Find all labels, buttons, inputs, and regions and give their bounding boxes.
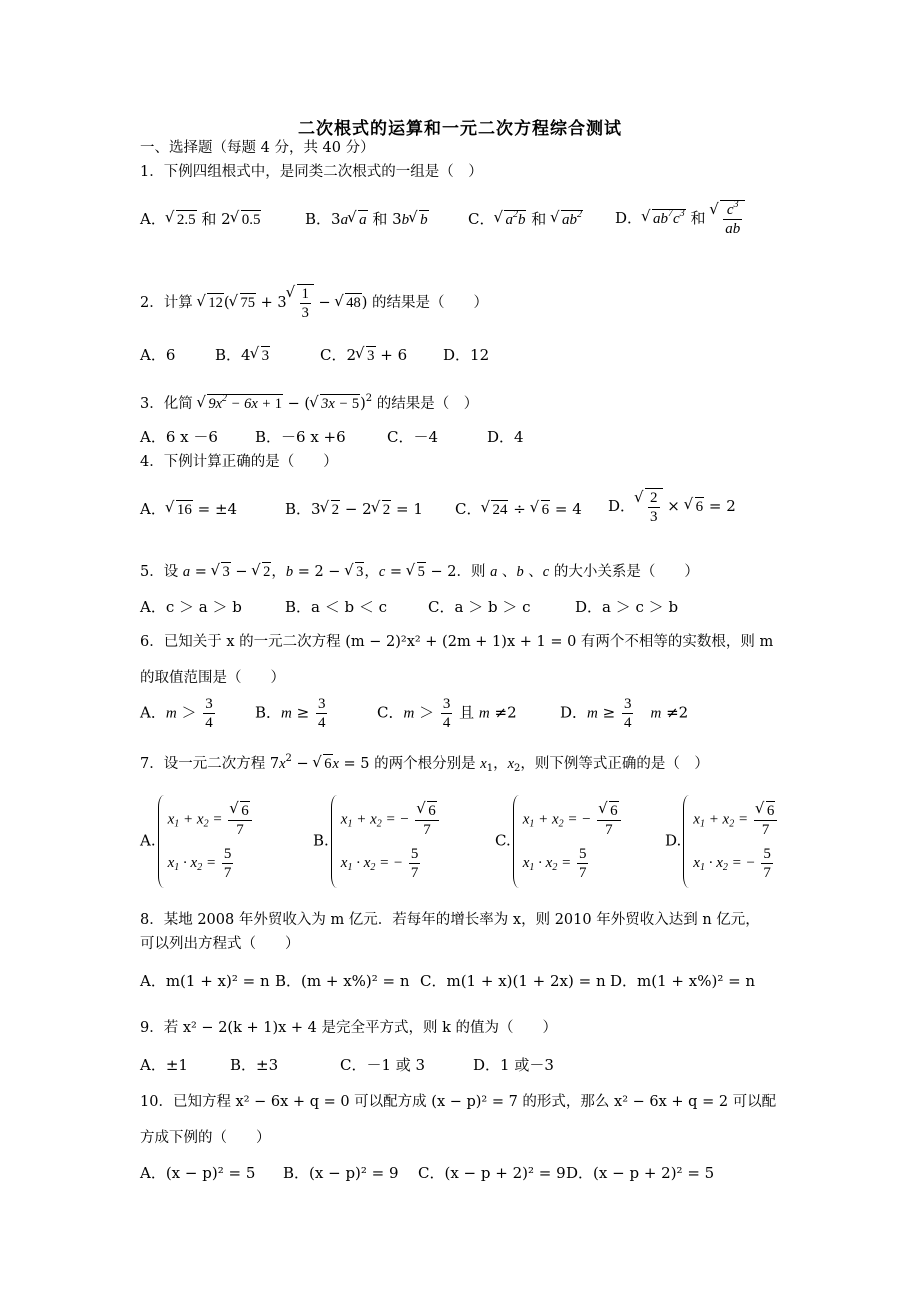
- q10-option-c: C．(x − p + 2)² = 9: [418, 1164, 566, 1182]
- q3-option-c: C．－4: [387, 428, 439, 446]
- q7-option-a: A. $x_1 + x_2$ = √ $\frac{6}{7}$ $x_1 \cdot x_2$ = $\frac{5}{7}$: [140, 795, 254, 888]
- q5-option-c: C．a ＞ b ＞ c: [428, 598, 531, 616]
- q5-stem: 5．设 a = √ 3 − √ 2，b = 2 − √ 3，c = √ 5 − 2．则 a 、b 、c 的大小关系是（ ）: [140, 562, 699, 582]
- q6-option-a: A．m ＞ $\frac{3}{4}$: [140, 696, 213, 731]
- q2-stem: 2．计算 √ 12(√ 75 + 3 √ $\frac{1}{3}$ − √ 48) 的结果是（ ）: [140, 284, 488, 322]
- q8-option-b: B．(m + x%)² = n: [275, 972, 410, 990]
- q10-option-a: A．(x − p)² = 5: [140, 1164, 256, 1182]
- q6-stem-line2: 的取值范围是（ ）: [140, 670, 285, 686]
- q9-option-c: C．－1 或 3: [340, 1056, 426, 1074]
- section-heading: 一、选择题（每题 4 分，共 40 分）: [140, 140, 375, 156]
- q7-stem: 7．设一元二次方程 $7x^2$ − √ 6x = 5 的两个根分别是 $x_1$，$x_2$，则下例等式正确的是（ ）: [140, 754, 709, 774]
- q4-option-a: A．√ 16 = ±4: [140, 498, 237, 520]
- q1-option-c: C．√ $a^2b$ 和 √ $ab^2$: [468, 208, 583, 230]
- q6-stem-line1: 6．已知关于 x 的一元二次方程 (m − 2)²x² + (2m + 1)x + 1 = 0 有两个不相等的实数根，则 m: [140, 634, 774, 650]
- q9-option-b: B．±3: [230, 1056, 279, 1074]
- page-title: 二次根式的运算和一元二次方程综合测试: [298, 119, 622, 139]
- q7-option-b: B. $x_1 + x_2$ = − √ $\frac{6}{7}$ $x_1 \cdot x_2$ = − $\frac{5}{7}$: [313, 795, 441, 888]
- q10-option-b: B．(x − p)² = 9: [283, 1164, 399, 1182]
- q2-option-a: A．6: [140, 346, 176, 364]
- q3-option-b: B．－6 x +6: [255, 428, 346, 446]
- q8-option-c: C．m(1 + x)(1 + 2x) = n: [420, 972, 606, 990]
- q8-stem-line1: 8．某地 2008 年外贸收入为 m 亿元．若每年的增长率为 x，则 2010 年外贸收入达到 n 亿元，: [140, 912, 760, 928]
- q6-option-b: B．m ≥ $\frac{3}{4}$: [255, 696, 326, 731]
- q5-option-a: A．c ＞ a ＞ b: [140, 598, 242, 616]
- q3-option-d: D．4: [487, 428, 524, 446]
- q5-option-d: D．a ＞ c ＞ b: [575, 598, 679, 616]
- q6-option-c: C．m ＞ $\frac{3}{4}$ 且 m ≠2: [377, 696, 517, 731]
- q8-stem-line2: 可以列出方程式（ ）: [140, 936, 300, 952]
- q4-option-d: D． √ $\frac{2}{3}$ × √ 6 = 2: [608, 488, 736, 526]
- q4-option-c: C．√ 24 ÷ √ 6 = 4: [455, 498, 582, 520]
- q1-option-d: D．√ $ab^7c^3$ 和 √ $\frac{c^3}{ab}$: [615, 200, 745, 238]
- q1-option-a: A．√ 2.5 和 2√ 0.5: [140, 208, 261, 230]
- q4-stem: 4．下例计算正确的是（ ）: [140, 454, 338, 470]
- q8-option-d: D．m(1 + x%)² = n: [610, 972, 756, 990]
- q2-option-b: B．4√ 3: [215, 344, 270, 366]
- q7-option-c: C. $x_1 + x_2$ = − √ $\frac{6}{7}$ $x_1 \cdot x_2$ = $\frac{5}{7}$: [495, 795, 623, 888]
- q10-stem-line2: 方成下例的（ ）: [140, 1130, 271, 1146]
- q5-option-b: B．a ＜ b ＜ c: [285, 598, 388, 616]
- q2-option-d: D．12: [443, 346, 490, 364]
- q6-option-d: D．m ≥ $\frac{3}{4}$ m ≠2: [560, 696, 689, 731]
- q2-option-c: C．2√ 3 + 6: [320, 344, 407, 366]
- q9-option-a: A．±1: [140, 1056, 188, 1074]
- q3-option-a: A．6 x －6: [140, 428, 218, 446]
- q7-option-d: D. $x_1 + x_2$ = √ $\frac{6}{7}$ $x_1 \cdot x_2$ = − $\frac{5}{7}$: [665, 795, 779, 888]
- q4-option-b: B．3√ 2 − 2√ 2 = 1: [285, 498, 423, 520]
- q10-stem-line1: 10．已知方程 x² − 6x + q = 0 可以配方成 (x − p)² = 7 的形式，那么 x² − 6x + q = 2 可以配: [140, 1094, 777, 1110]
- q3-stem: 3．化简 √ $9x^2 - 6x + 1$ − (√ 3x − 5)$^2$ 的结果是（ ）: [140, 394, 478, 414]
- q9-option-d: D．1 或－3: [473, 1056, 554, 1074]
- q1-stem: 1．下例四组根式中，是同类二次根式的一组是（ ）: [140, 164, 483, 180]
- q8-option-a: A．m(1 + x)² = n: [140, 972, 270, 990]
- q1-option-b: B．3a√ a 和 3b√ b: [305, 208, 429, 231]
- q10-option-d: D．(x − p + 2)² = 5: [566, 1164, 715, 1182]
- q9-stem: 9．若 x² − 2(k + 1)x + 4 是完全平方式，则 k 的值为（ ）: [140, 1020, 557, 1036]
